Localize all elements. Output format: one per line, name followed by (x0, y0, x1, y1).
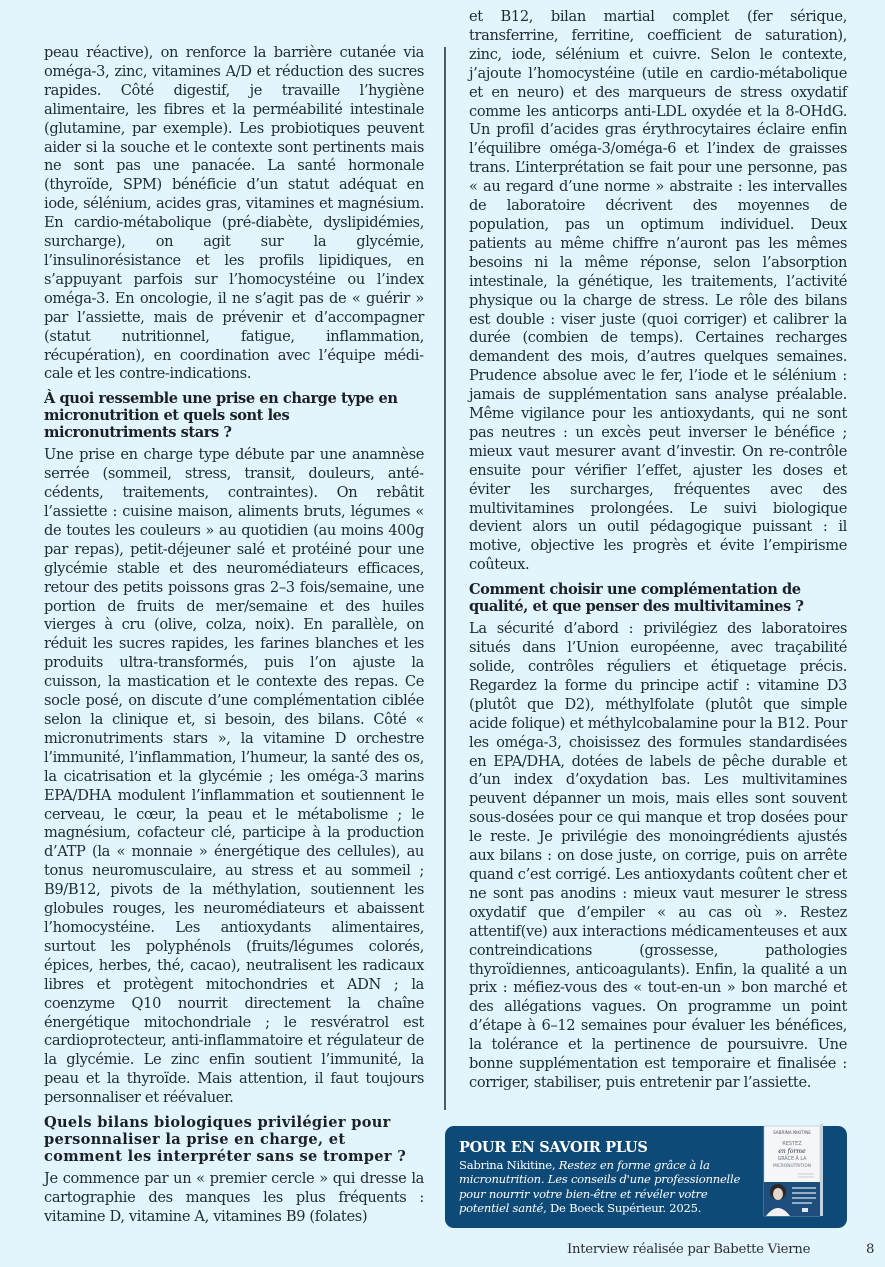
svg-text:MICRONUTRITION: MICRONUTRITION (772, 1164, 812, 1169)
book-reference (459, 1158, 759, 1215)
svg-text:GRÂCE À LA: GRÂCE À LA (777, 1157, 807, 1162)
question-heading-bilans: Quels bilans biologiques privilégier pour personnaliser la prise en charge, et comment les interpréter sans se tromper ? (44, 1114, 407, 1166)
svg-text:RESTEZ: RESTEZ (782, 1141, 802, 1147)
book-cover-image (762, 1122, 826, 1218)
page-number: 8 (866, 1242, 875, 1257)
column-divider (444, 47, 446, 1110)
svg-text:en forme: en forme (778, 1148, 806, 1155)
article-right-column (469, 8, 847, 1093)
book-author: Sabrina Nikitine, (459, 1158, 559, 1172)
question-heading-complementation: Comment choisir une complémentation de qualité, et que penser des multivitamines ? (469, 581, 804, 616)
book-title: Restez en forme grâce à la micronutrition. Les conseils d'une professionnelle pour nourrir votre bien-être et révéler votre potentiel santé (459, 1158, 741, 1215)
further-reading-title: POUR EN SAVOIR PLUS (459, 1139, 648, 1156)
interview-credit: Interview réalisée par Babette Vierne (567, 1242, 811, 1257)
left-paragraph-3: Je commence par un « premier cercle » qui dresse la cartographie des manques les plus fréquents : vitamine D, vitamine A, vitamines B9 (folates) (44, 1170, 424, 1225)
right-paragraph-2: La sécurité d’abord : privilégiez des laboratoires situés dans l’Union européenne, avec traçabilité solide, contrôles réguliers et étiquetage précis. Regardez la forme du principe actif : vitamine D3 (plutôt que D2), méthylfolate (plutôt que simple acide folique) et méthylcobalamine pour la B12. Pour les oméga-3, choisissez des formules standardisées en EPA/DHA, dotées de labels de pêche durable et d’un index d’oxydation bas. Les multivitamines peuvent dépanner un mois, mais elles sont souvent sous-dosées pour ce qui manque et trop dosées pour le reste. Je privilégie des monoingrédients ajustés aux bilans : on dose juste, on corrige, puis on arrête quand c’est corrigé. Les antioxydants coûtent cher et ne sont pas anodins : mieux vaut mesurer le stress oxydatif que d’empiler « au cas où ». Restez attentif(ve) aux interactions médicamenteuses et aux contreindications (grossesse, pathologies thyroïdiennes, anticoagulants). Enfin, la qualité a un prix : méfiez-vous des « tout-en-un » bon marché et des allégations vagues. On programme un point d’étape à 6–12 semaines pour évaluer les bénéfices, la tolérance et la pertinence de poursuivre. Une bonne supplémentation est temporaire et finalisée : corriger, stabiliser, puis entretenir par l’assiette. (469, 620, 847, 1091)
book-cover-icon (762, 1122, 826, 1218)
svg-text:SABRINA NIKITINE: SABRINA NIKITINE (773, 1130, 811, 1135)
article-left-column (44, 44, 424, 1227)
left-paragraph-1: peau réactive), on renforce la barrière cutanée via oméga-3, zinc, vitamines A/D et réduction des sucres rapides. Côté digestif, je travaille l’hygiène alimentaire, les fibres et la perméabilité intestinale (glutamine, par exemple). Les probiotiques peuvent aider si la souche et le contexte sont pertinents mais ne sont pas une panacée. La santé hormonale (thyroïde, SPM) bénéficie d’un statut adéquat en iode, sélénium, acides gras, vitamines et magnésium. En cardio-métabolique (pré-diabète, dyslipidémies, surcharge), on agit sur la glycémie, l’insulinorésistance et les profils lipidiques, en s’appuyant parfois sur l’homocystéine ou l’index oméga-3. En oncologie, il ne s’agit pas de « guérir » par l’assiette, mais de prévenir et d’accompagner (statut nutritionnel, fatigue, inflammation, récupération), en coordination avec l’équipe médicale et les contre-indications. (44, 44, 424, 383)
book-publisher: , De Boeck Supérieur. 2025. (543, 1200, 702, 1215)
right-paragraph-1: et B12, bilan martial complet (fer sérique, transferrine, ferritine, coefficient de saturation), zinc, iode, sélénium et cuivre. Selon le contexte, j’ajoute l’homocystéine (utile en cardio-métabolique et en neuro) et des marqueurs de stress oxydatif comme les anticorps anti-LDL oxydée et la 8-OHdG. Un profil d’acides gras érythrocytaires éclaire enfin l’équilibre oméga-3/oméga-6 et l’index de graisses trans. L’interprétation se fait pour une personne, pas « au regard d’une norme » abstraite : les intervalles de laboratoire décrivent des moyennes de population, pas un optimum individuel. Deux patients au même chiffre n’auront pas les mêmes besoins ni la même réponse, selon l’absorption intestinale, la génétique, les traitements, l’activité physique ou la charge de stress. Le rôle des bilans est double : viser juste (quoi corriger) et calibrer la durée (combien de temps). Certaines recharges demandent des mois, d’autres quelques semaines. Prudence absolue avec le fer, l’iode et le sélénium : jamais de supplémentation sans analyse préalable. Même vigilance pour les antioxydants, qui ne sont pas neutres : un excès peut inverser le bénéfice ; mieux vaut mesurer avant d’investir. On re-contrôle ensuite pour vérifier l’effet, ajuster les doses et éviter les surcharges, fréquentes avec des multivitamines prolongées. Le suivi biologique devient alors un outil pédagogique puissant : il motive, objective les progrès et évite l’empirisme coûteux. (469, 8, 847, 574)
left-paragraph-2: Une prise en charge type débute par une anamnèse serrée (sommeil, stress, transit, douleurs, antécédents, traitements, contraintes). On rebâtit l’assiette : cuisine maison, aliments bruts, légumes « de toutes les couleurs » au quotidien (au moins 400g par repas), petit-déjeuner salé et protéiné pour une glycémie stable et des neuromédiateurs efficaces, retour des petits poissons gras 2–3 fois/semaine, une portion de fruits de mer/semaine et des huiles vierges à cru (olive, colza, noix). En parallèle, on réduit les sucres rapides, les farines blanches et les produits ultra-transformés, puis l’on ajuste la cuisson, la mastication et le contexte des repas. Ce socle posé, on discute d’une complémentation ciblée selon la clinique et, si besoin, des bilans. Côté « micronutriments stars », la vitamine D orchestre l’immunité, l’inflammation, l’humeur, la santé des os, la cicatrisation et la glycémie ; les oméga-3 marins EPA/DHA modulent l’inflammation et soutiennent le cerveau, le cœur, la peau et le métabolisme ; le magnésium, cofacteur clé, participe à la production d’ATP (la « monnaie » énergétique des cellules), au tonus neuromusculaire, au stress et au sommeil ; B9/B12, pivots de la méthylation, soutiennent les globules rouges, les neuromédiateurs et abaissent l’homocystéine. Les antioxydants alimentaires, surtout les polyphénols (fruits/légumes colorés, épices, herbes, thé, cacao), neutralisent les radicaux libres et protègent mitochondries et ADN ; la coenzyme Q10 nourrit directement la chaîne énergétique mitochondriale ; le resvératrol est cardioprotecteur, anti-inflammatoire et régulateur de la glycémie. Le zinc enfin soutient l’immunité, la peau et la thyroïde. Mais attention, il faut toujours personnaliser et réévaluer. (44, 446, 424, 1107)
question-heading-prise-en-charge: À quoi ressemble une prise en charge type en micronutrition et quels sont les micronutriments stars ? (44, 390, 398, 442)
